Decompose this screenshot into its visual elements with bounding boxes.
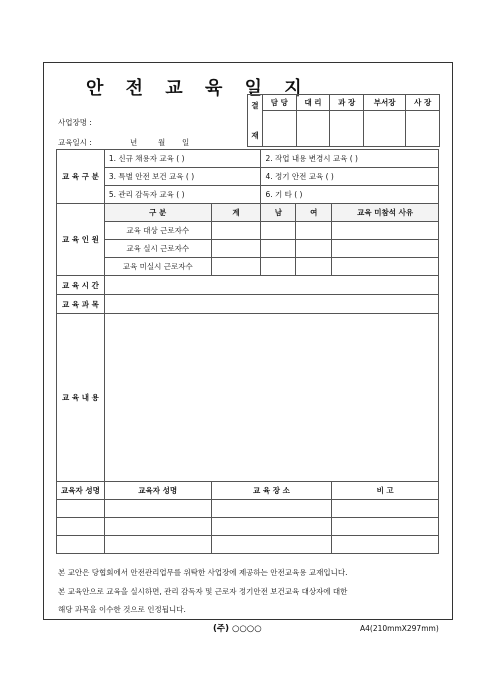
attendee-header-name-2: 교육자 성명 xyxy=(104,482,211,500)
personnel-row-label: 교육 대상 근로자수 xyxy=(104,222,211,240)
approval-side-label: 결 재 xyxy=(248,95,263,147)
personnel-header-female: 여 xyxy=(296,204,332,222)
attendee-cell[interactable] xyxy=(332,518,439,536)
approval-sign-cell[interactable] xyxy=(406,111,440,147)
footer-note-line: 본 교육안으로 교육을 실시하면, 관리 감독자 및 근로자 정기안전 보건교육 대상자에 대한 xyxy=(58,586,348,596)
approval-sign-cell[interactable] xyxy=(263,111,297,147)
attendee-cell[interactable] xyxy=(332,536,439,554)
attendee-cell[interactable] xyxy=(57,536,105,554)
personnel-header-absence-reason: 교육 미참석 사유 xyxy=(332,204,439,222)
personnel-cell[interactable] xyxy=(296,258,332,276)
personnel-cell[interactable] xyxy=(211,240,261,258)
personnel-cell[interactable] xyxy=(296,222,332,240)
personnel-cell[interactable] xyxy=(296,240,332,258)
education-type-item-5[interactable]: 5. 관리 감독자 교육 ( ) xyxy=(104,186,261,204)
company-name: (주) ○○○○ xyxy=(213,624,262,634)
personnel-cell[interactable] xyxy=(332,240,439,258)
paper-size: A4(210mmX297mm) xyxy=(360,624,439,633)
approval-sign-cell[interactable] xyxy=(330,111,364,147)
personnel-cell[interactable] xyxy=(261,258,296,276)
personnel-cell[interactable] xyxy=(332,222,439,240)
personnel-cell[interactable] xyxy=(261,240,296,258)
education-subject-field[interactable] xyxy=(104,295,438,314)
education-type-item-6[interactable]: 6. 기 타 ( ) xyxy=(261,186,439,204)
date-label: 교육일시 : xyxy=(58,138,92,147)
attendee-cell[interactable] xyxy=(57,500,105,518)
approval-col-manager: 과 장 xyxy=(330,95,364,111)
attendee-cell[interactable] xyxy=(104,518,211,536)
footer-note-line: 본 교안은 당협회에서 안전관리업무를 위탁한 사업장에 제공하는 안전교육용 교재입니다. xyxy=(58,568,348,577)
education-time-field[interactable] xyxy=(104,276,438,295)
personnel-cell[interactable] xyxy=(211,222,261,240)
approval-sign-cell[interactable] xyxy=(296,111,330,147)
approval-col-staff: 담 당 xyxy=(263,95,297,111)
personnel-cell[interactable] xyxy=(261,222,296,240)
education-type-item-3[interactable]: 3. 특별 안전 보건 교육 ( ) xyxy=(104,168,261,186)
personnel-row-label: 교육 미실시 근로자수 xyxy=(104,258,211,276)
attendee-cell[interactable] xyxy=(57,518,105,536)
approval-table xyxy=(247,94,440,147)
education-type-item-2[interactable]: 2. 작업 내용 변경시 교육 ( ) xyxy=(261,150,439,168)
personnel-cell[interactable] xyxy=(211,258,261,276)
main-form-table xyxy=(56,149,439,554)
personnel-row-label: 교육 실시 근로자수 xyxy=(104,240,211,258)
date-month: 월 xyxy=(158,138,166,147)
attendee-cell[interactable] xyxy=(211,500,332,518)
form-title: 안 전 교 육 일 지 xyxy=(86,78,310,99)
education-type-item-4[interactable]: 4. 정기 안전 교육 ( ) xyxy=(261,168,439,186)
personnel-header-category: 구 분 xyxy=(104,204,211,222)
approval-col-assistant: 대 리 xyxy=(296,95,330,111)
approval-col-president: 사 장 xyxy=(406,95,440,111)
attendee-cell[interactable] xyxy=(104,536,211,554)
footer-note-line: 해당 과목을 이수한 것으로 인정됩니다. xyxy=(58,605,186,614)
workplace-label: 사업장명 : xyxy=(58,118,92,127)
date-year: 년 xyxy=(130,138,138,147)
education-time-label: 교 육 시 간 xyxy=(57,276,105,295)
personnel-header-male: 남 xyxy=(261,204,296,222)
education-type-item-1[interactable]: 1. 신규 채용자 교육 ( ) xyxy=(104,150,261,168)
education-content-label: 교 육 내 용 xyxy=(57,314,105,482)
attendee-cell[interactable] xyxy=(211,536,332,554)
approval-col-dept-head: 부서장 xyxy=(364,95,406,111)
personnel-header-total: 계 xyxy=(211,204,261,222)
attendee-cell[interactable] xyxy=(332,500,439,518)
personnel-label: 교 육 인 원 xyxy=(57,204,105,276)
date-day: 일 xyxy=(182,138,190,147)
personnel-cell[interactable] xyxy=(332,258,439,276)
footer-notes xyxy=(58,566,348,617)
education-type-label: 교 육 구 분 xyxy=(57,150,105,204)
attendee-cell[interactable] xyxy=(104,500,211,518)
education-content-field[interactable] xyxy=(104,314,438,482)
approval-sign-cell[interactable] xyxy=(364,111,406,147)
education-subject-label: 교 육 과 목 xyxy=(57,295,105,314)
attendee-header-name-1: 교육자 성명 xyxy=(57,482,105,500)
attendee-header-remarks: 비 고 xyxy=(332,482,439,500)
attendee-header-location: 교 육 장 소 xyxy=(211,482,332,500)
attendee-cell[interactable] xyxy=(211,518,332,536)
